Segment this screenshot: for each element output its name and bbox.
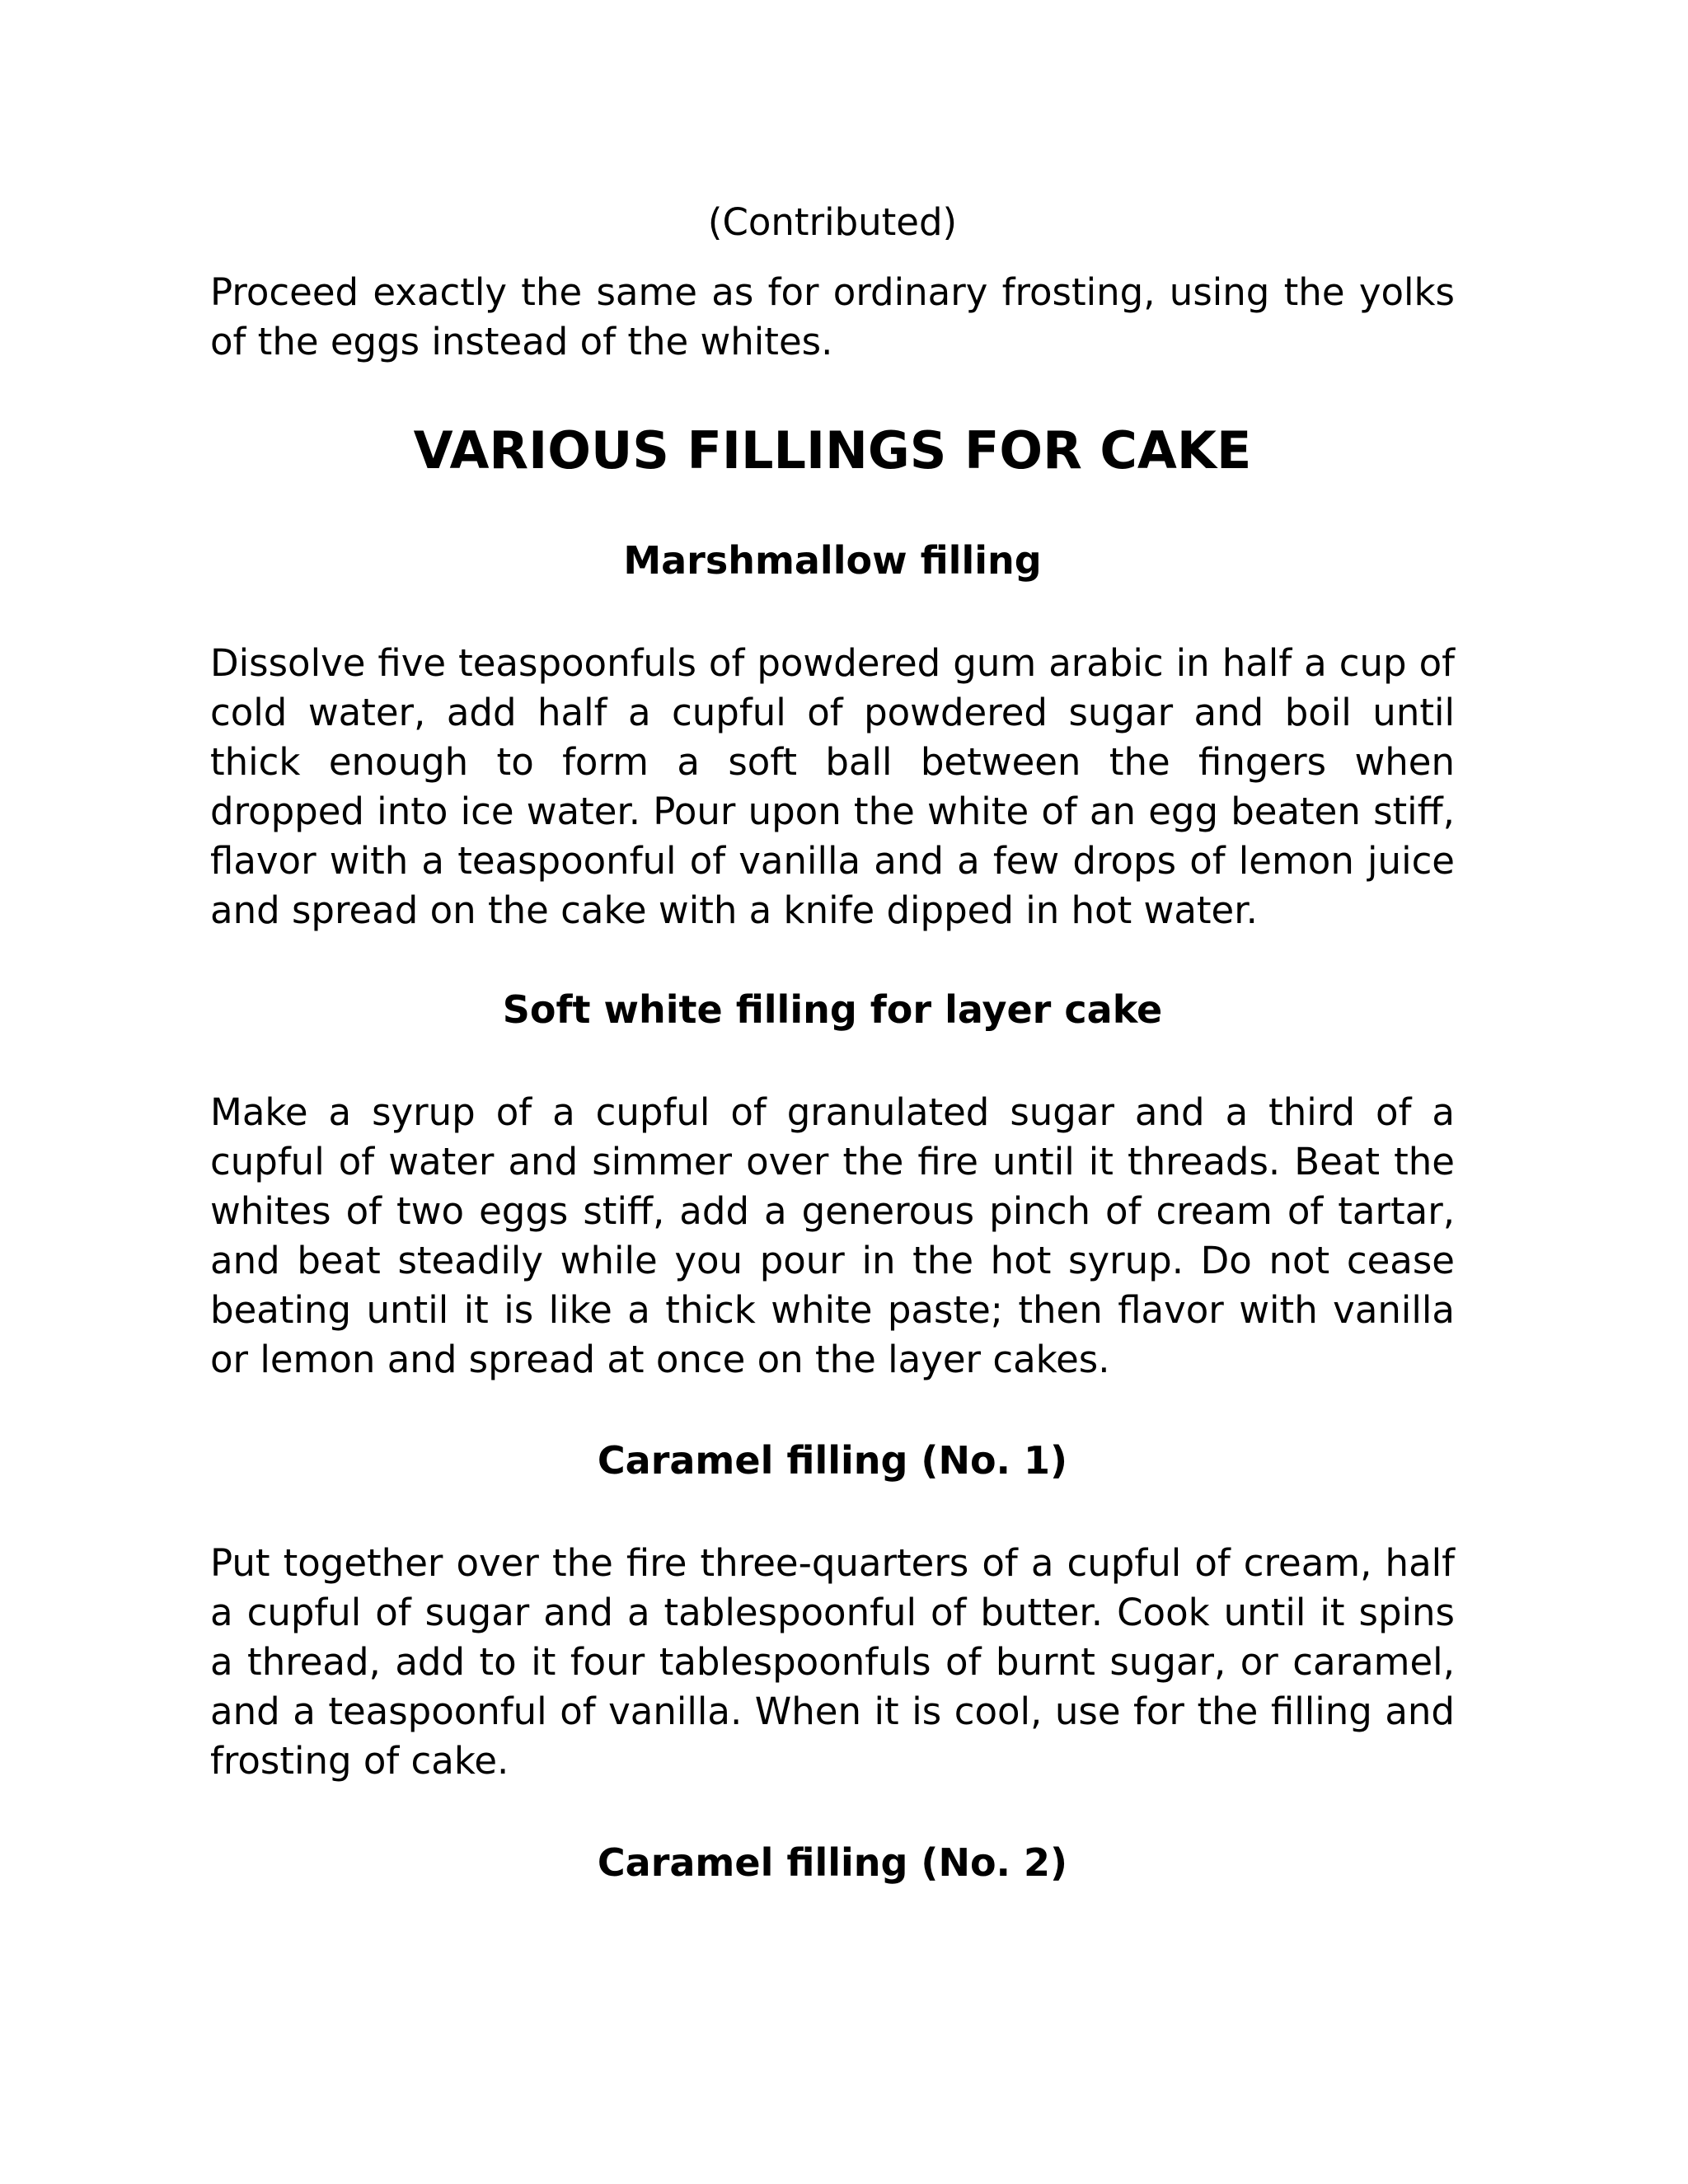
contributed-note: (Contributed) (707, 200, 958, 244)
intro-paragraph: Proceed exactly the same as for ordinary frosting, using the yolks of the eggs instead of the whites. (210, 270, 1455, 363)
recipe-title-caramel-2: Caramel filling (No. 2) (597, 1840, 1068, 1885)
section-title: VARIOUS FILLINGS FOR CAKE (413, 420, 1252, 480)
recipe-body-caramel-1: Put together over the fire three-quarters of a cupful of cream, half a cupful of sugar and a tablespoonful of butter. Cook until it spins a thread, add to it four tablespoonfuls of burnt sugar, or caramel, and a teaspoonful of vanilla. When it is cool, use for the filling and frosting of cake. (210, 1541, 1455, 1783)
recipe-body-soft-white: Make a syrup of a cupful of granulated sugar and a third of a cupful of water and simmer over the fire until it threads. Beat the whites of two eggs stiff, add a generous pinch of cream of tartar, and beat steadily while you pour in the hot syrup. Do not cease beating until it is like a thick white paste; then flavor with vanilla or lemon and spread at once on the layer cakes. (210, 1090, 1455, 1381)
recipe-title-soft-white: Soft white filling for layer cake (502, 987, 1163, 1032)
recipe-title-caramel-1: Caramel filling (No. 1) (597, 1438, 1068, 1483)
recipe-body-marshmallow: Dissolve five teaspoonfuls of powdered gum arabic in half a cup of cold water, add half a cupful of powdered sugar and boil until thick enough to form a soft ball between the fingers when dropped into ice water. Pour upon the white of an egg beaten stiff, flavor with a teaspoonful of vanilla and a few drops of lemon juice and spread on the cake with a knife dipped in hot water. (210, 641, 1455, 932)
recipe-title-marshmallow: Marshmallow filling (623, 538, 1042, 583)
